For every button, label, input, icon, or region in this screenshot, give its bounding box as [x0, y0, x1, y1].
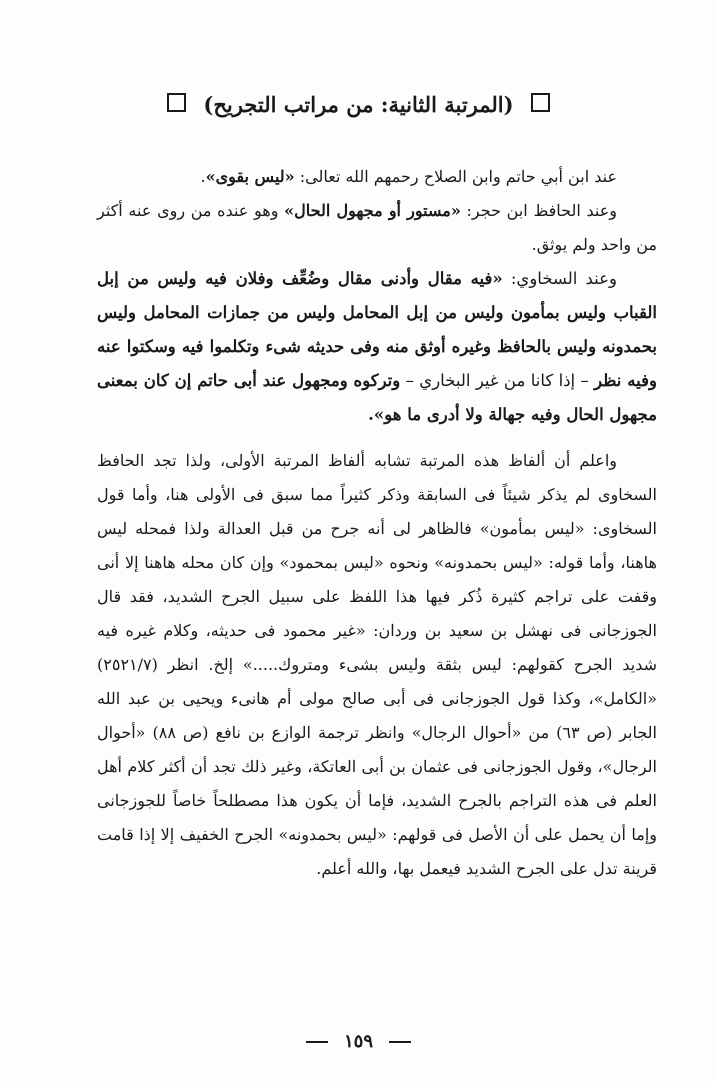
paragraph-text: وعند السخاوي: — [502, 269, 617, 288]
square-bullet-icon — [167, 93, 186, 112]
dash-left — [389, 1041, 411, 1043]
section-heading — [0, 86, 717, 122]
page-number-value: ١٥٩ — [343, 1031, 373, 1052]
paragraph-punct: . — [200, 167, 206, 186]
paragraph-ibn-hajar — [97, 194, 657, 262]
paragraph-text: وعند الحافظ ابن حجر: — [460, 201, 617, 220]
paragraph-discussion: واعلم أن ألفاظ هذه المرتبة تشابه ألفاظ المرتبة الأولى، ولذا تجد الحافظ السخاوى لم يذكر شيئاً فى السابقة وذكر كثيراً مما سبق فى الأولى هنا، وأما قول السخاوى: «ليس بمأمون» فالظاهر لى أنه جرح من قبل العدالة ولذا فمحله ليس هاهنا، وأما قوله: «ليس بحمدونه» ونحوه «ليس بمحمود» وإن كان محله هاهنا إلا أنى وقفت على تراجم كثيرة ذُكر فيها هذا اللفظ على سبيل الجرح الشديد، فقد قال الجوزجانى فى نهشل بن سعيد بن وردان: «غير محمود فى حديثه، وكلام غيره فيه شديد الجرح كقولهم: ليس بثقة وليس بشىء ومتروك.....» إلخ. انظر (٢٥٢١/٧) «الكامل»، وكذا قول الجوزجانى فى أبى صالح مولى أم هانىء ويحيى بن عبد الله الجابر (ص ٦٣) من «أحوال الرجال» وانظر ترجمة الوازع بن نافع (ص ٨٨) «أحوال الرجال»، وقول الجوزجانى فى عثمان بن أبى العاتكة، وغير ذلك تجد أن أكثر كلام أهل العلم فى هذه التراجم بالجرح الشديد، فإما أن يكون هذا مصطلحاً خاصاً للجوزجانى وإما أن يحمل على أن الأصل فى قولهم: «ليس بحمدونه» الجرح الخفيف إلا إذا قامت قرينة تدل على الجرح الشديد فيعمل بها، والله أعلم. — [97, 451, 658, 878]
paragraph-punct: . — [368, 405, 374, 424]
paragraph-text: – إذا كانا من غير البخاري – — [400, 371, 595, 390]
paragraph-text: وهو عنده من روى عنه أكثر من واحد ولم يوثق. — [97, 201, 657, 254]
paragraph-ibn-abi-hatim — [97, 160, 657, 194]
quoted-term: «ليس بقوى» — [205, 167, 295, 186]
body-text — [97, 160, 657, 886]
quoted-terms: «فيه مقال وأدنى مقال وضُعِّف وفلان فيه وليس من إبل القباب وليس بمأمون وليس من إبل المحامل وليس من جمازات المحامل وليس بحمدونه وليس بالحافظ وغيره أوثق منه وفى حديثه شىء وتكلموا فيه وسكتوا عنه وفيه نظر — [97, 269, 657, 390]
paragraph-text: عند ابن أبي حاتم وابن الصلاح رحمهم الله تعالى: — [294, 167, 617, 186]
page-number — [0, 1028, 717, 1056]
section-title: (المرتبة الثانية: من مراتب التجريح) — [203, 91, 514, 117]
dash-right — [306, 1041, 328, 1043]
quoted-terms: وتركوه ومجهول عند أبى حاتم إن كان بمعنى مجهول الحال وفيه جهالة ولا أدرى ما هو» — [97, 371, 657, 424]
square-bullet-icon — [531, 93, 550, 112]
paragraph-sakhawi — [97, 262, 657, 432]
quoted-term: «مستور أو مجهول الحال» — [284, 201, 461, 220]
